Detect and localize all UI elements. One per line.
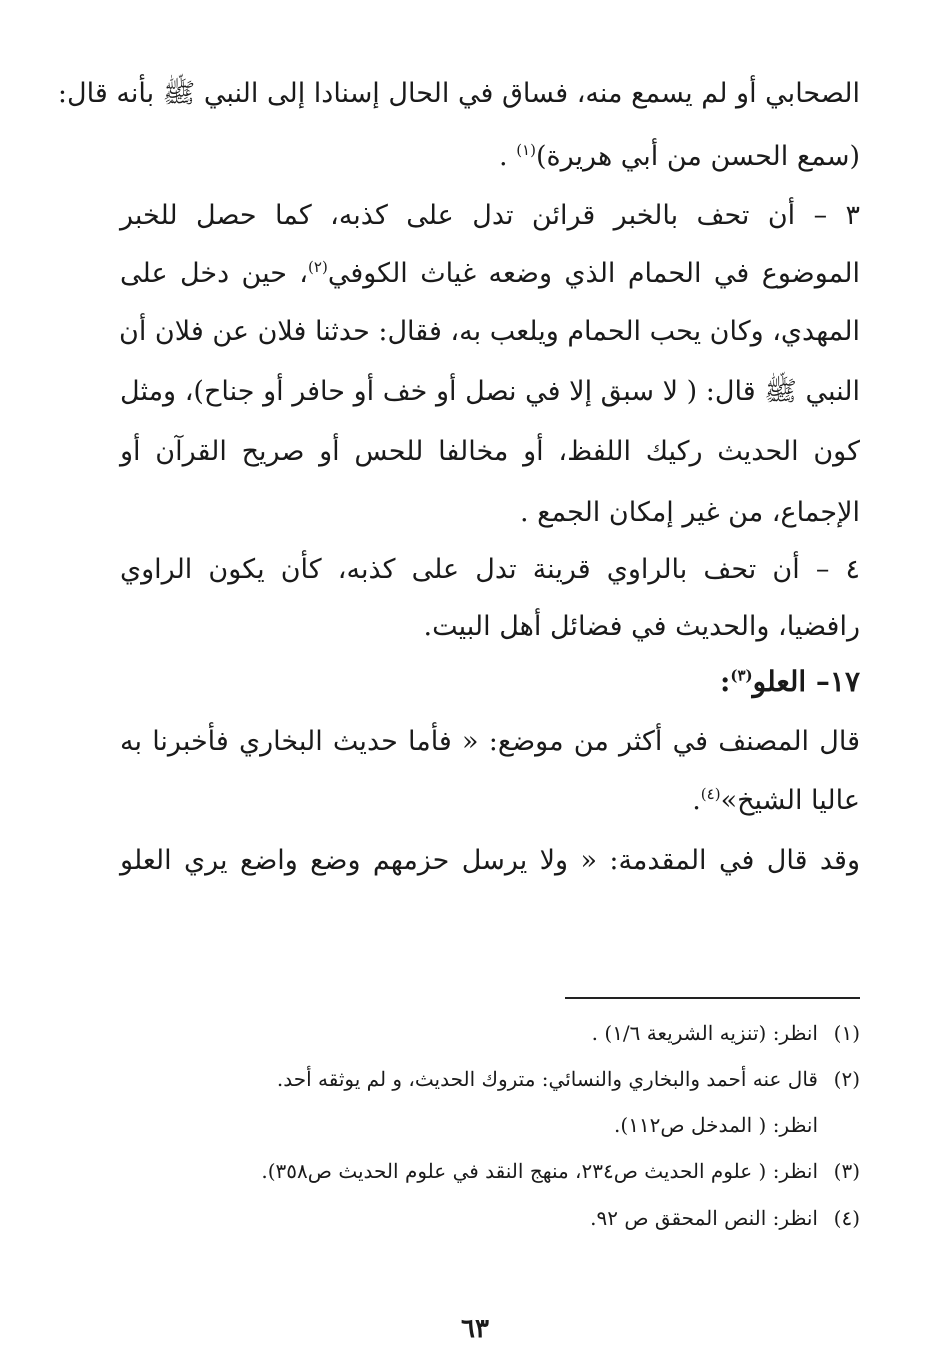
footnote-3: (٣)انظر: ( علوم الحديث ص٢٣٤، منهج النقد في علوم الحديث ص٣٥٨). [261,1159,860,1183]
body-line-12: قال المصنف في أكثر من موضع: « فأما حديث البخاري فأخبرنا به [120,726,860,757]
footnote-2-continuation: انظر: ( المدخل ص١١٢). [614,1113,818,1137]
body-line-9: ٤ – أن تحف بالراوي قرينة تدل على كذبه، كأن يكون الراوي [120,554,860,585]
body-line-2: (سمع الحسن من أبي هريرة)$^{(١)}$ . [499,141,860,172]
body-line-6: النبي ﷺ قال: ( لا سبق إلا في نصل أو خف أو حافر أو جناح)، ومثل [120,376,860,407]
body-line-4: الموضوع في الحمام الذي وضعه غياث الكوفي$^{(٢)}$، حين دخل على [120,258,861,289]
body-line-13: عاليا الشيخ»$^{(٤)}$. [692,785,860,816]
body-line-10: رافضيا، والحديث في فضائل أهل البيت. [423,611,860,642]
body-line-1: الصحابي أو لم يسمع منه، فساق في الحال إسنادا إلى النبي ﷺ بأنه قال: [57,78,860,109]
body-line-14: وقد قال في المقدمة: « ولا يرسل حزمهم وضع واضع يري العلو [120,845,860,876]
footnote-1: (١)انظر: (تنزيه الشريعة ١/٦) . [591,1021,860,1045]
body-line-3: ٣ – أن تحف بالخبر قرائن تدل على كذبه، كما حصل للخبر [120,200,860,231]
body-line-8: الإجماع، من غير إمكان الجمع . [520,497,860,528]
page-number: ٦٣ [461,1314,489,1344]
section-heading: ١٧– العلو$^{(٣)}$: [719,665,860,698]
footnote-ref-3: (٣) [730,666,753,685]
footnote-separator [565,997,860,999]
footnote-ref-4: (٤) [700,785,721,803]
footnote-ref-2: (٢) [308,258,328,276]
body-line-5: المهدي، وكان يحب الحمام ويلعب به، فقال: حدثنا فلان عن فلان أن [119,316,860,347]
footnote-4: (٤)انظر: النص المحقق ص ٩٢. [590,1206,860,1230]
footnote-ref-1: (١) [516,141,536,159]
footnote-2: (٢)قال عنه أحمد والبخاري والنسائي: متروك الحديث، و لم يوثقه أحد. [276,1067,860,1091]
body-line-7: كون الحديث ركيك اللفظ، أو مخالفا للحس أو صريح القرآن أو [120,436,860,467]
